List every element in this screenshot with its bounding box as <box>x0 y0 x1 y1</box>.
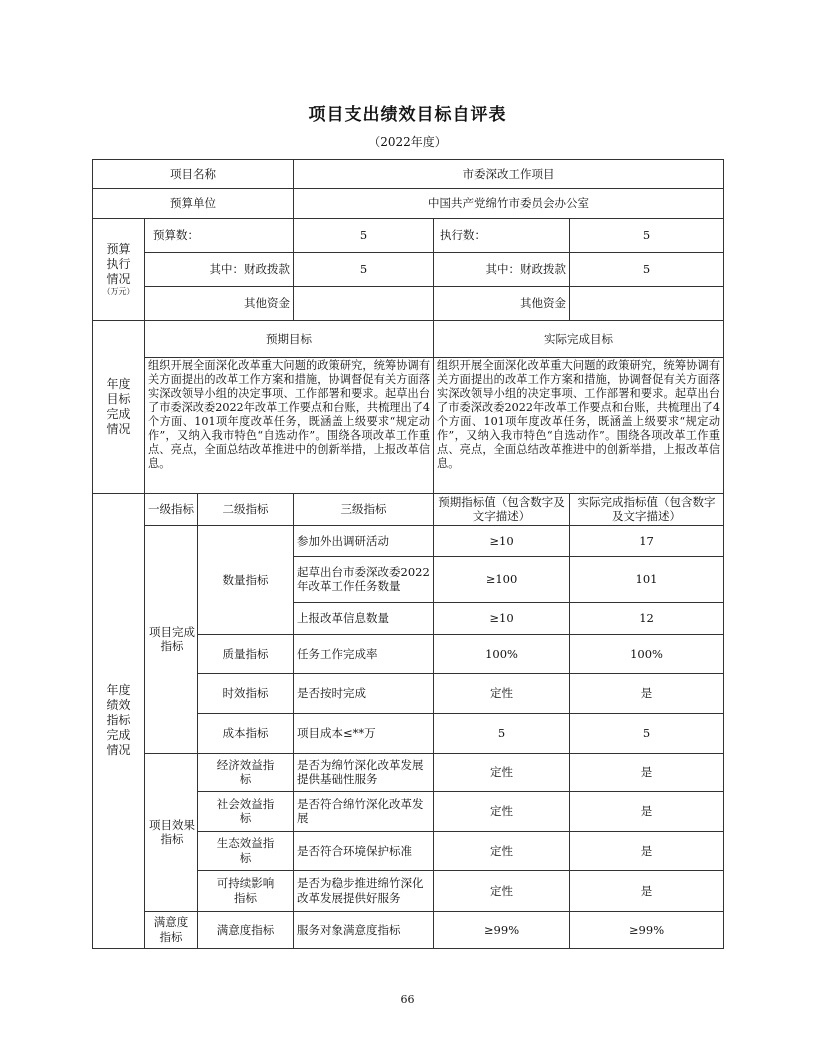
l2-sustainable <box>198 870 294 911</box>
actual-goal-header: 实际完成目标 <box>434 321 724 358</box>
group-satisfaction <box>145 911 198 948</box>
row-l3: 是否符合环境保护标准 <box>294 831 434 870</box>
row-actual: 是 <box>570 831 724 870</box>
budget-count-value: 5 <box>294 219 434 253</box>
page-number: 66 <box>400 993 415 1006</box>
row-expected: 5 <box>434 713 570 753</box>
exec-count-value: 5 <box>570 219 724 253</box>
l2-social <box>198 791 294 831</box>
document-title: 项目支出绩效目标自评表 <box>308 105 507 125</box>
l2-cost: 成本指标 <box>198 713 294 753</box>
project-name-label: 项目名称 <box>93 160 294 189</box>
fiscal-exec-label: 其中：财政拨款 <box>434 253 570 287</box>
l2-social-label: 社会效益指标 <box>216 796 275 826</box>
row-actual: ≥99% <box>570 911 724 948</box>
header-level2: 二级指标 <box>198 494 294 526</box>
budget-count-label: 预算数： <box>145 219 294 253</box>
row-expected: 定性 <box>434 870 570 911</box>
row-actual: 100% <box>570 634 724 673</box>
exec-count-label: 执行数： <box>434 219 570 253</box>
other-funds-label: 其他资金 <box>145 287 294 321</box>
header-expected: 预期指标值（包含数字及文字描述） <box>434 494 570 526</box>
row-expected: ≥10 <box>434 525 570 556</box>
project-name-value: 市委深改工作项目 <box>294 160 724 189</box>
row-expected: 定性 <box>434 673 570 713</box>
header-level3: 三级指标 <box>294 494 434 526</box>
l2-sustainable-label: 可持续影响指标 <box>216 876 275 905</box>
planned-goal-header: 预期目标 <box>145 321 434 358</box>
row-l3: 服务对象满意度指标 <box>294 911 434 948</box>
row-actual: 101 <box>570 556 724 602</box>
l2-timeliness: 时效指标 <box>198 673 294 713</box>
row-actual: 是 <box>570 791 724 831</box>
group-completion <box>145 525 198 753</box>
row-actual: 12 <box>570 602 724 634</box>
row-actual: 是 <box>570 673 724 713</box>
l2-quality: 质量指标 <box>198 634 294 673</box>
budget-section-label <box>93 219 145 321</box>
row-actual: 5 <box>570 713 724 753</box>
fiscal-exec-value: 5 <box>570 253 724 287</box>
budget-unit-label: 预算单位 <box>93 189 294 219</box>
row-expected: ≥100 <box>434 556 570 602</box>
l2-ecological-label: 生态效益指标 <box>216 836 275 865</box>
budget-unit-note: （万元） <box>102 287 135 296</box>
row-l3: 上报改革信息数量 <box>294 602 434 634</box>
row-l3: 是否为稳步推进绵竹深化改革发展提供好服务 <box>294 870 434 911</box>
row-expected: ≥10 <box>434 602 570 634</box>
evaluation-table <box>92 159 724 949</box>
group-effect <box>145 753 198 911</box>
group-effect-label: 项目效果指标 <box>149 817 195 847</box>
row-l3: 任务工作完成率 <box>294 634 434 673</box>
l2-economic-label: 经济效益指标 <box>216 757 275 787</box>
row-l3: 参加外出调研活动 <box>294 525 434 556</box>
header-actual: 实际完成指标值（包含数字及文字描述） <box>570 494 724 526</box>
budget-unit-value: 中国共产党绵竹市委员会办公室 <box>294 189 724 219</box>
l2-ecological <box>198 831 294 870</box>
row-actual: 是 <box>570 870 724 911</box>
other-funds-exec <box>570 287 724 321</box>
fiscal-budget-label: 其中：财政拨款 <box>145 253 294 287</box>
row-l3: 是否为绵竹深化改革发展提供基础性服务 <box>294 753 434 791</box>
row-expected: 100% <box>434 634 570 673</box>
other-funds-budget <box>294 287 434 321</box>
l2-satisfaction: 满意度指标 <box>198 911 294 948</box>
row-expected: 定性 <box>434 753 570 791</box>
row-l3: 项目成本≤**万 <box>294 713 434 753</box>
row-expected: 定性 <box>434 791 570 831</box>
row-expected: 定性 <box>434 831 570 870</box>
l2-economic <box>198 753 294 791</box>
row-expected: ≥99% <box>434 911 570 948</box>
group-completion-label: 项目完成指标 <box>149 624 195 654</box>
group-satisfaction-label: 满意度指标 <box>153 915 189 944</box>
indicators-section <box>93 494 145 949</box>
annual-goal-section <box>93 321 145 494</box>
row-l3: 起草出台市委深改委2022年改革工作任务数量 <box>294 556 434 602</box>
fiscal-budget-value: 5 <box>294 253 434 287</box>
planned-goal-text: 组织开展全面深化改革重大问题的政策研究，统筹协调有关方面提出的改革工作方案和措施，协调督促有关方面落实深改领导小组的决定事项、工作部署和要求。起草出台了市委深改委2022年改革工作要点和台账，共梳理出了4个方面、101项年度改革任务，既涵盖上级要求“规定动作”，又纳入我市特色“自选动作”。围绕各项改革工作重点、亮点，全面总结改革推进中的创新举措，上报改革信息。 <box>145 358 434 494</box>
row-actual: 17 <box>570 525 724 556</box>
l2-quantity: 数量指标 <box>198 525 294 634</box>
actual-goal-text: 组织开展全面深化改革重大问题的政策研究，统筹协调有关方面提出的改革工作方案和措施，协调督促有关方面落实深改领导小组的决定事项、工作部署和要求。起草出台了市委深改委2022年改革工作要点和台账，共梳理出了4个方面、101项年度改革任务，既涵盖上级要求“规定动作”，又纳入我市特色“自选动作”。围绕各项改革工作重点、亮点，全面总结改革推进中的创新举措，上报改革信息。 <box>434 358 724 494</box>
annual-goal-label: 年度目标完成情况 <box>106 377 131 436</box>
other-funds-exec-label: 其他资金 <box>434 287 570 321</box>
header-level1: 一级指标 <box>145 494 198 526</box>
document-subtitle: （2022年度） <box>368 135 447 149</box>
row-l3: 是否按时完成 <box>294 673 434 713</box>
row-l3: 是否符合绵竹深化改革发展 <box>294 791 434 831</box>
indicators-section-label: 年度绩效指标完成情况 <box>106 683 131 758</box>
row-actual: 是 <box>570 753 724 791</box>
budget-section-text: 预算执行情况 <box>106 242 131 286</box>
